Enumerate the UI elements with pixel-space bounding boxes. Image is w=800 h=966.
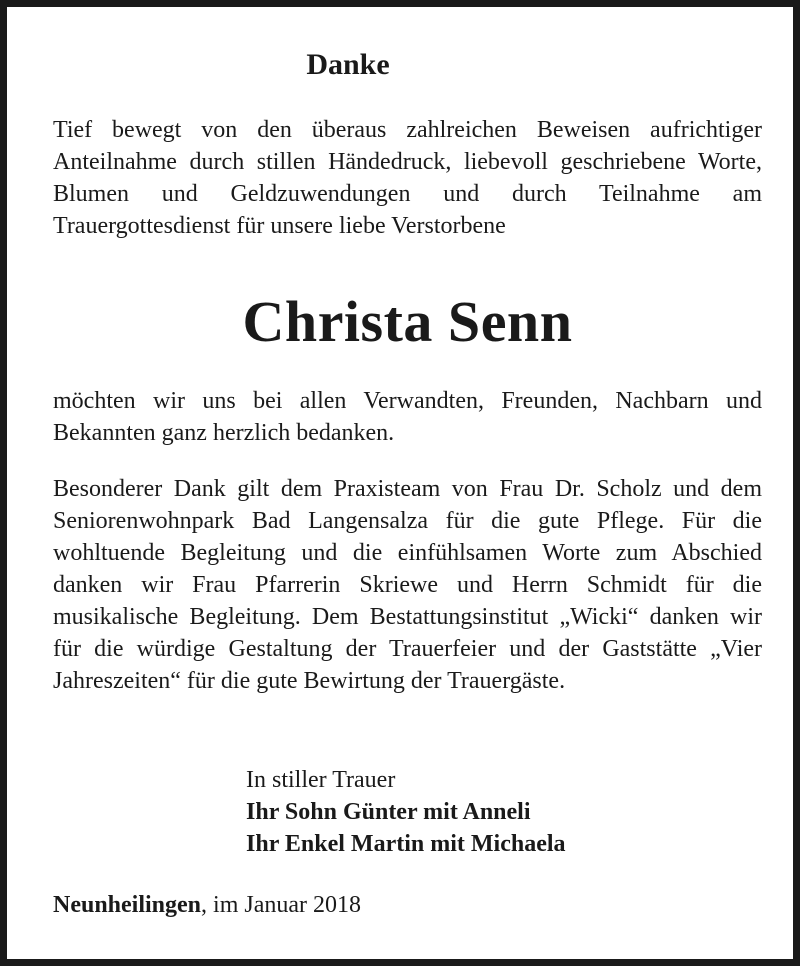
signature-line-son: Ihr Sohn Günter mit Anneli (246, 799, 531, 825)
notice-title: Danke (306, 48, 390, 81)
signature-block (246, 764, 566, 860)
intro-paragraph: Tief bewegt von den überaus zahlreichen Beweisen aufrichtiger Anteilnahme durch stillen Händedruck, liebevoll geschriebene Worte, Blumen und Geldzuwendungen und durch Teilnahme am Trauergottesdienst für unsere liebe Verstorbene (53, 117, 762, 239)
date-text: , im Januar 2018 (201, 892, 362, 918)
deceased-name: Christa Senn (242, 289, 573, 354)
signature-intro: In stiller Trauer (246, 767, 396, 793)
thanks-paragraph: möchten wir uns bei allen Verwandten, Freunden, Nachbarn und Bekannten ganz herzlich bedanken. (53, 388, 762, 446)
place-date-line (53, 889, 361, 921)
signature-line-grandson: Ihr Enkel Martin mit Michaela (246, 831, 566, 857)
special-thanks-paragraph: Besonderer Dank gilt dem Praxisteam von Frau Dr. Scholz und dem Seniorenwohnpark Bad Langensalza für die gute Pflege. Für die wohltuende Begleitung und die einfühlsamen Worte zum Abschied danken wir Frau Pfarrerin Skriewe und Herrn Schmidt für die musikalische Begleitung. Dem Bestattungsinstitut „Wicki“ danken wir für die würdige Gestaltung der Trauerfeier und der Gaststätte „Vier Jahreszeiten“ für die gute Bewirtung der Trauergäste. (53, 476, 762, 694)
place-name: Neunheilingen (53, 892, 202, 918)
